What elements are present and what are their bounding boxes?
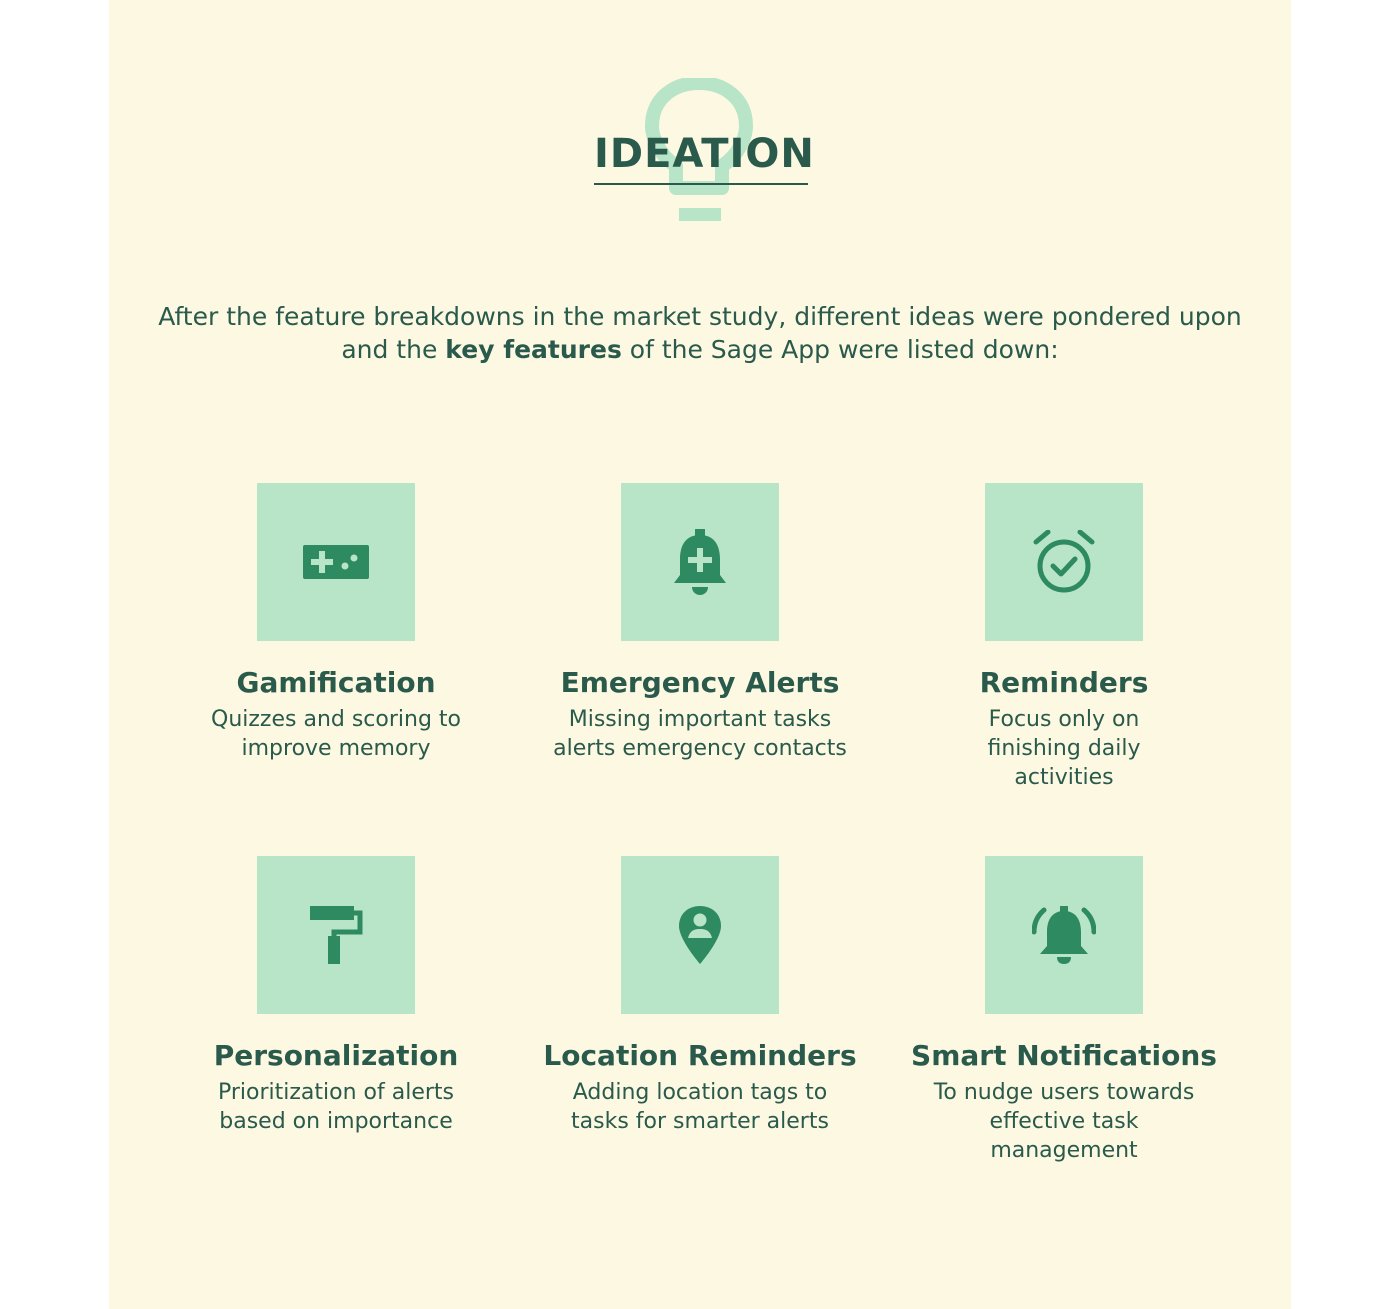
intro-text: [150, 300, 1250, 366]
feature-description: To nudge users towards effective task management: [933, 1080, 1195, 1163]
feature-title: Emergency Alerts: [560, 666, 840, 699]
ringing-bell-icon: [1032, 904, 1096, 966]
feature-title: Reminders: [979, 666, 1149, 699]
feature-card-location-reminders: [520, 856, 880, 1136]
feature-title: Smart Notifications: [911, 1039, 1217, 1072]
feature-card-reminders: [884, 483, 1244, 792]
feature-description: Quizzes and scoring to improve memory: [211, 707, 462, 761]
intro-text-end: of the Sage App were listed down:: [621, 335, 1059, 364]
feature-card-personalization: [156, 856, 516, 1136]
paint-roller-icon: [308, 904, 364, 966]
feature-description: Adding location tags to tasks for smarter alerts: [571, 1080, 829, 1134]
feature-description: Missing important tasks alerts emergency contacts: [553, 707, 847, 761]
feature-card-gamification: [156, 483, 516, 763]
intro-text-start: After the feature breakdowns in the market study, different ideas were pondered upon and the: [158, 302, 1242, 364]
feature-tile: [985, 856, 1143, 1014]
page-title: IDEATION: [594, 131, 815, 177]
medical-bell-icon: [670, 527, 730, 597]
title-underline: [594, 183, 808, 185]
feature-tile: [621, 483, 779, 641]
feature-card-smart-notifications: [884, 856, 1244, 1165]
gamepad-icon: [301, 542, 371, 582]
location-person-icon: [677, 904, 723, 966]
feature-title: Gamification: [236, 666, 436, 699]
section-header: [594, 78, 815, 224]
feature-title: Location Reminders: [543, 1039, 857, 1072]
feature-tile: [621, 856, 779, 1014]
alarm-clock-check-icon: [1032, 530, 1096, 594]
feature-card-emergency-alerts: [520, 483, 880, 763]
intro-text-bold: key features: [445, 335, 622, 364]
feature-tile: [257, 856, 415, 1014]
feature-description: Prioritization of alerts based on importance: [217, 1080, 455, 1134]
feature-title: Personalization: [213, 1039, 459, 1072]
feature-tile: [257, 483, 415, 641]
feature-description: Focus only on finishing daily activities: [987, 707, 1141, 790]
feature-tile: [985, 483, 1143, 641]
